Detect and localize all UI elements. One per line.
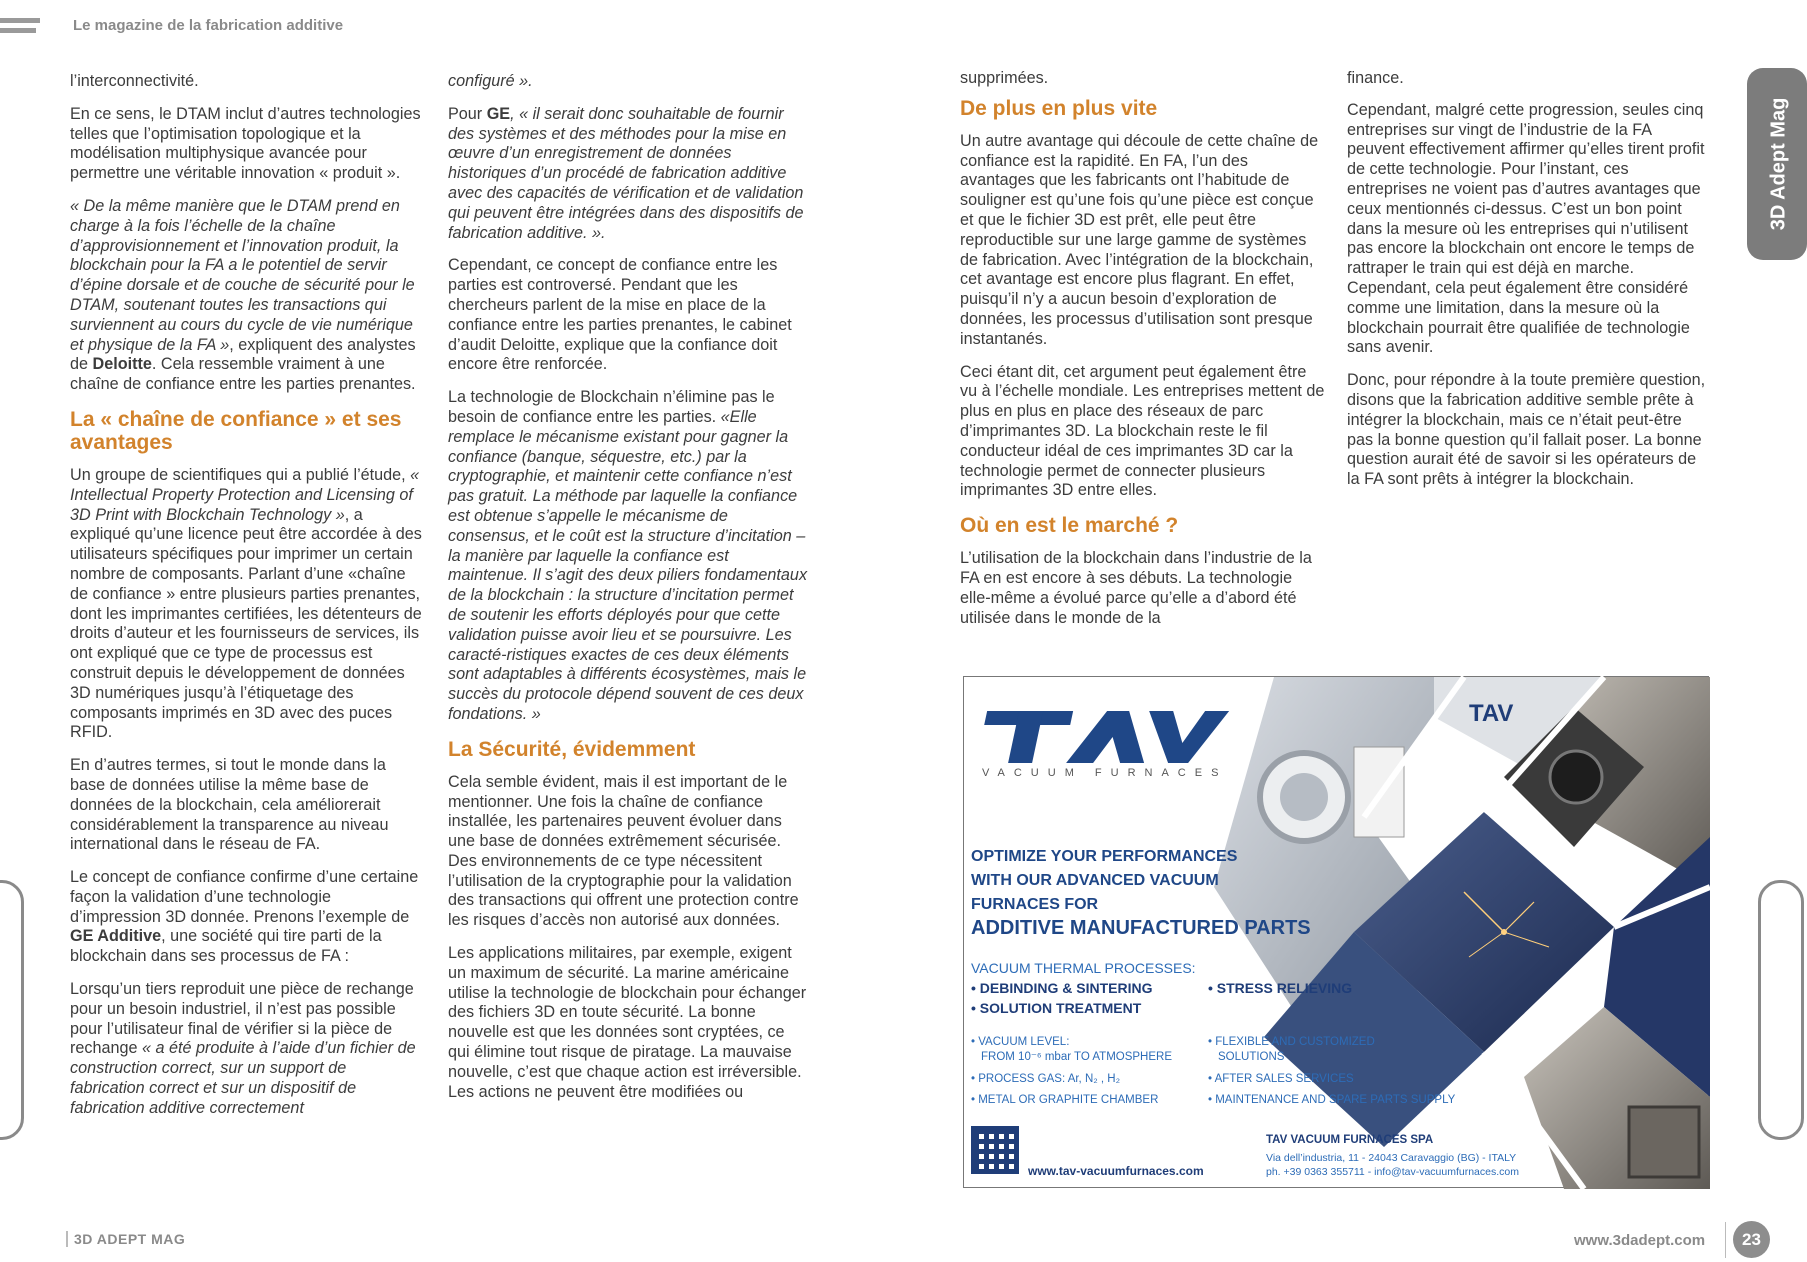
company-name: GE Additive	[70, 927, 162, 946]
side-tab	[1747, 68, 1807, 260]
article-column-3	[960, 69, 1326, 641]
paragraph: Cependant, malgré cette progression, seules cinq entreprises sur vingt de l’industrie de la FA peuvent effectivement affirmer qu’elles tirent profit de cette technologie. Pour l’instant, ces entreprises ne voient pas d’autres avantages que ceux mentionnés ci-dessus. C’est un bon point dans la mesure où les entreprises qui n’utilisent pas encore la blockchain ont encore le temps de rattraper le train qui est déjà en marche. Cependant, cela peut également être considéré comme une limitation, dans la mesure où la blockchain pourrait être qualifiée de technologie sans avenir.	[1347, 100, 1705, 357]
process-item: • DEBINDING & SINTERING	[971, 980, 1153, 996]
quote-text: , « il serait donc souhaitable de fournir des systèmes et des méthodes pour la mise en œuvre d’un enregistrement de données historiques d’un procédé de fabrication additive avec des capacités de vérification et de validation qui peuvent être intégrées dans des dispositifs de fabrication additive. ».	[448, 104, 804, 242]
ad-headline	[971, 845, 1311, 917]
paragraph: Cela semble évident, mais il est important de le mentionner. Une fois la chaîne de confiance installée, les partenaires peuvent évoluer dans une base de données extrêmement sécurisée. Des environnements de ce type nécessitent l’utilisation de la cryptographie pour la validation des transactions qui offrent une protection contre les risques d’accès non autorisé aux données.	[448, 772, 799, 930]
tav-advertisement[interactable]	[963, 676, 1709, 1188]
article-column-2	[448, 72, 810, 1115]
tav-logo-subtitle: VACUUM FURNACES	[982, 767, 1228, 779]
feature-item: • METAL OR GRAPHITE CHAMBER	[971, 1094, 1159, 1106]
paragraph: En d’autres termes, si tout le monde dans la base de données utilise la même base de données de la blockchain, cela améliorerait considérablement la transparence au niveau international dans le réseau de FA.	[70, 756, 389, 854]
section-heading: La Sécurité, évidemment	[448, 737, 696, 761]
study-title: « Intellectual Property Protection and Licensing of 3D Print with Blockchain Technology »	[70, 465, 420, 524]
footer-website[interactable]: www.3dadept.com	[1574, 1232, 1706, 1249]
text-run: , a expliqué qu’une licence peut être accordée à des utilisateurs spécifiques pour imprimer un certain nombre de composants. Parlant d’une «chaîne de confiance » entre plusieurs parties prenantes, dont les imprimantes certifiées, les détenteurs de droits d’auteur et les fournisseurs de services, ils ont expliqué que ce type de processus est construit depuis le développement de données 3D numériques jusqu’à l’étiquetage des composants imprimés en 3D avec des puces RFID.	[70, 505, 422, 742]
processes-title: VACUUM THERMAL PROCESSES:	[971, 960, 1196, 976]
section-heading: De plus en plus vite	[960, 96, 1158, 120]
paragraph	[448, 388, 810, 725]
feature-item: • PROCESS GAS: Ar, N₂ , H₂	[971, 1073, 1121, 1085]
ad-headline-big: ADDITIVE MANUFACTURED PARTS	[971, 917, 1311, 939]
text-run: , expliquent des analystes de	[70, 335, 416, 374]
paragraph: configuré ».	[448, 72, 533, 90]
feature-item	[971, 1035, 1172, 1065]
headline-line: OPTIMIZE YOUR PERFORMANCES	[971, 848, 1238, 865]
headline-line: FURNACES FOR	[971, 896, 1099, 913]
paragraph	[70, 980, 425, 1119]
process-item: • STRESS RELIEVING	[1208, 980, 1353, 996]
quote-text: « De la même manière que le DTAM prend en charge à la fois l’échelle de la chaîne d’approvisionnement et l’innovation produit, la blockchain pour la FA a le potentiel de servir d’épine dorsale et de couche de sécurité pour le DTAM, soutenant toutes les transactions qui surviennent au cours du cycle de vie numérique et physique de la FA »	[70, 196, 415, 354]
text-run: Lorsqu’un tiers reproduit une pièce de rechange pour un besoin industriel, il n’est pas possible pour l’utilisateur final de vérifier si la pièce de rechange	[70, 980, 414, 1058]
section-heading: Où en est le marché ?	[960, 514, 1179, 538]
magazine-title: Le magazine de la fabrication additive	[73, 17, 344, 34]
paragraph	[70, 466, 425, 743]
page-number: 23	[1733, 1221, 1770, 1258]
paragraph: Ceci étant dit, cet argument peut également être vu à l’échelle mondiale. Les entreprises mettent de plus en plus en place des réseaux de parc d’imprimantes 3D. La blockchain reste le fil conducteur idéal de ces imprimantes 3D car la technologie permet de connecter plusieurs imprimantes 3D entre elles.	[960, 362, 1325, 500]
article-column-1	[70, 72, 425, 1132]
quote-text: «Elle remplace le mécanisme existant pour gagner la confiance (banque, séquestre, etc.) par la cryptographie, et maintenir cette confiance n’est pas gratuit. La méthode par laquelle la confiance est obtenue s’appelle le mécanisme de consensus, et le coût est la structure d’incitation – la manière par laquelle la confiance est maintenue. Il s’agit des deux piliers fondamentaux de la blockchain : la structure d’incitation permet de soutenir les efforts déployés pour que cette validation puisse avoir lieu et se poursuivre. Les caracté-ristiques exactes de ces deux éléments sont adaptables à différents écosystèmes, mais le succès du protocole dépend souvent de ces deux fondations. »	[448, 407, 808, 723]
side-tab-label: 3D Adept Mag	[1767, 97, 1790, 231]
paragraph: L’utilisation de la blockchain dans l’industrie de la FA en est encore à ses débuts. La technologie elle-même a évolué parce qu’elle a d’abord été utilisée dans le monde de la	[960, 549, 1312, 627]
feature-line: FROM 10⁻⁶ mbar TO ATMOSPHERE	[981, 1051, 1173, 1063]
feature-line: • VACUUM LEVEL:	[971, 1036, 1070, 1048]
paragraph: finance.	[1347, 69, 1404, 87]
paragraph: Donc, pour répondre à la toute première question, disons que la fabrication additive semble prête à intégrer la blockchain, mais ce n’était peut-être pas la bonne question qu’il fallait poser. La bonne question aurait été de savoir si les opérateurs de la FA sont prêts à intégrer la blockchain.	[1347, 371, 1706, 489]
text-run: Pour	[448, 104, 487, 123]
footer-divider	[1725, 1222, 1726, 1258]
section-heading: La « chaîne de confiance » et ses avantages	[70, 407, 402, 454]
feature-item	[1208, 1035, 1375, 1065]
paragraph: supprimées.	[960, 69, 1049, 87]
feature-line: SOLUTIONS	[1218, 1051, 1285, 1063]
paragraph: Les applications militaires, par exemple, exigent un maximum de sécurité. La marine américaine utilise la technologie de blockchain pour échanger des fichiers 3D en toute sécurité. La bonne nouvelle est que les données sont cryptées, ce qui élimine tout risque de piratage. La mauvaise nouvelle, c’est que chaque action est irréversible. Les actions ne peuvent être modifiées ou	[448, 944, 807, 1101]
text-run: La technologie de Blockchain n’élimine pas le besoin de confiance entre les parties.	[448, 388, 775, 426]
headline-line: WITH OUR ADVANCED VACUUM	[971, 872, 1219, 889]
feature-item: • MAINTENANCE AND SPARE PARTS SUPPLY	[1208, 1094, 1456, 1106]
ad-address	[1266, 1151, 1519, 1179]
svg-text:TAV: TAV	[1469, 700, 1514, 727]
text-run: , une société qui tire parti de la blockchain dans ses processus de FA :	[70, 927, 382, 966]
paragraph	[448, 105, 810, 244]
process-item: • SOLUTION TREATMENT	[971, 1000, 1142, 1016]
edge-tab-right	[1758, 880, 1804, 1140]
paragraph: Cependant, ce concept de confiance entre les parties est controversé. Pendant que les chercheurs parlent de la mise en place de la confiance entre les parties prenantes, le cabinet d’audit Deloitte, explique que la confiance doit encore être renforcée.	[448, 256, 792, 374]
paragraph: Un autre avantage qui découle de cette chaîne de confiance est la rapidité. En FA, l’un des avantages que les fabricants ont l’habitude de souligner est qu’une fois qu’une pièce est conçue et que le fichier 3D est prêt, elle peut être reproductible sur une large gamme de systèmes de fabrication. Avec l’intégration de la blockchain, cet avantage est encore plus flagrant. En effet, puisqu’il n’y a aucun besoin d’exploration de données, les processus d’utilisation sont presque instantanés.	[960, 131, 1319, 348]
text-run: . Cela ressemble vraiment à une chaîne de confiance entre les parties prenantes.	[70, 355, 416, 394]
paragraph: En ce sens, le DTAM inclut d’autres technologies telles que l’optimisation topologique et la modélisation multiphysique avancée pour permettre une véritable innovation « produit ».	[70, 104, 421, 183]
address-line: Via dell’industria, 11 - 24043 Caravaggio (BG) - ITALY	[1266, 1152, 1517, 1164]
company-name: Deloitte	[92, 355, 152, 374]
ad-company-name: TAV VACUUM FURNACES SPA	[1266, 1134, 1434, 1146]
text-run: Un groupe de scientifiques qui a publié l’étude,	[70, 465, 411, 484]
paragraph	[70, 868, 425, 967]
feature-item: • AFTER SALES SERVICES	[1208, 1073, 1354, 1085]
edge-tab-left	[0, 880, 24, 1140]
quote-text: « a été produite à l’aide d’un fichier de construction correct, sur un support de fabrication correct et sur un dispositif de fabrication additive correctement	[70, 1039, 416, 1117]
company-name: GE	[486, 104, 511, 123]
footer-magazine-name: 3D ADEPT MAG	[66, 1231, 185, 1247]
ad-website-link[interactable]: www.tav-vacuumfurnaces.com	[1028, 1164, 1204, 1178]
article-column-4	[1347, 69, 1709, 503]
photo-tav-logo	[1469, 699, 1559, 727]
phone-line: ph. +39 0363 355711 - info@tav-vacuumfurnaces.com	[1266, 1166, 1519, 1178]
text-run: Le concept de confiance confirme d’une certaine façon la validation d’une technologie d’impression 3D donnée. Prenons l’exemple de	[70, 868, 419, 926]
header-decoration	[0, 18, 40, 38]
tav-logo	[968, 707, 1218, 769]
qr-code-icon[interactable]	[971, 1126, 1019, 1174]
paragraph	[70, 197, 425, 395]
paragraph: l’interconnectivité.	[70, 72, 199, 90]
feature-line: • FLEXIBLE AND CUSTOMIZED	[1208, 1036, 1375, 1048]
